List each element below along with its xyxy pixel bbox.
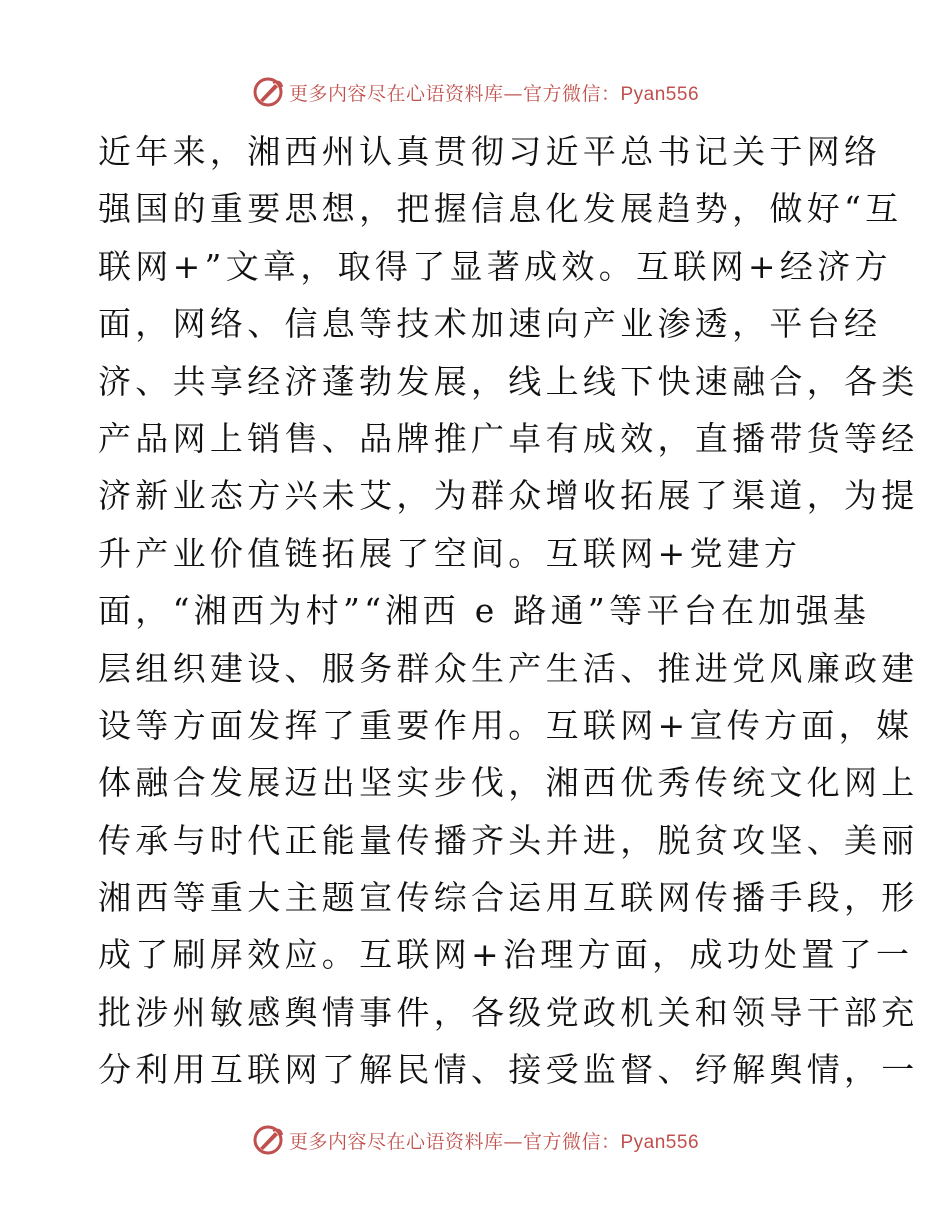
text-line: 成了刷屏效应。互联网+治理方面，成功处置了一 [98, 935, 914, 975]
text-line: 湘西等重大主题宣传综合运用互联网传播手段，形 [98, 878, 919, 918]
text-line: 传承与时代正能量传播齐头并进，脱贫攻坚、美丽 [98, 820, 919, 860]
watermark-text: 更多内容尽在心语资料库—官方微信：Pyan556 [288, 82, 700, 105]
text-line: 济、共享经济蓬勃发展，线上线下快速融合，各类 [98, 361, 919, 401]
text-line: 联网+”文章，取得了显著成效。互联网+经济方 [98, 246, 892, 286]
red-quill-logo-icon [251, 75, 285, 109]
text-line: 面，网络、信息等技术加速向产业渗透，平台经 [98, 304, 882, 344]
text-line: 设等方面发挥了重要作用。互联网+宣传方面，媒 [98, 705, 914, 745]
watermark-text: 更多内容尽在心语资料库—官方微信：Pyan556 [288, 1130, 700, 1153]
text-line: 近年来，湘西州认真贯彻习近平总书记关于网络 [98, 132, 882, 171]
text-line: 分利用互联网了解民情、接受监督、纾解舆情，一 [98, 1050, 919, 1090]
header-watermark [0, 72, 950, 112]
text-line: 体融合发展迈出坚实步伐，湘西优秀传统文化网上 [98, 763, 919, 803]
text-line: 层组织建设、服务群众生产生活、推进党风廉政建 [98, 648, 919, 688]
red-quill-logo-icon [251, 1123, 285, 1157]
footer-watermark [0, 1120, 950, 1160]
text-line: 济新业态方兴未艾，为群众增收拓展了渠道，为提 [98, 476, 919, 516]
text-line: 升产业价值链拓展了空间。互联网+党建方 [98, 533, 802, 573]
text-line: 强国的重要思想，把握信息化发展趋势，做好“互 [98, 189, 903, 229]
text-line: 批涉州敏感舆情事件，各级党政机关和领导干部充 [98, 992, 919, 1032]
text-line: 面，“湘西为村”“湘西 e 路通”等平台在加强基 [98, 591, 871, 631]
text-line: 产品网上销售、品牌推广卓有成效，直播带货等经 [98, 418, 919, 458]
article-paragraph [98, 123, 919, 1099]
